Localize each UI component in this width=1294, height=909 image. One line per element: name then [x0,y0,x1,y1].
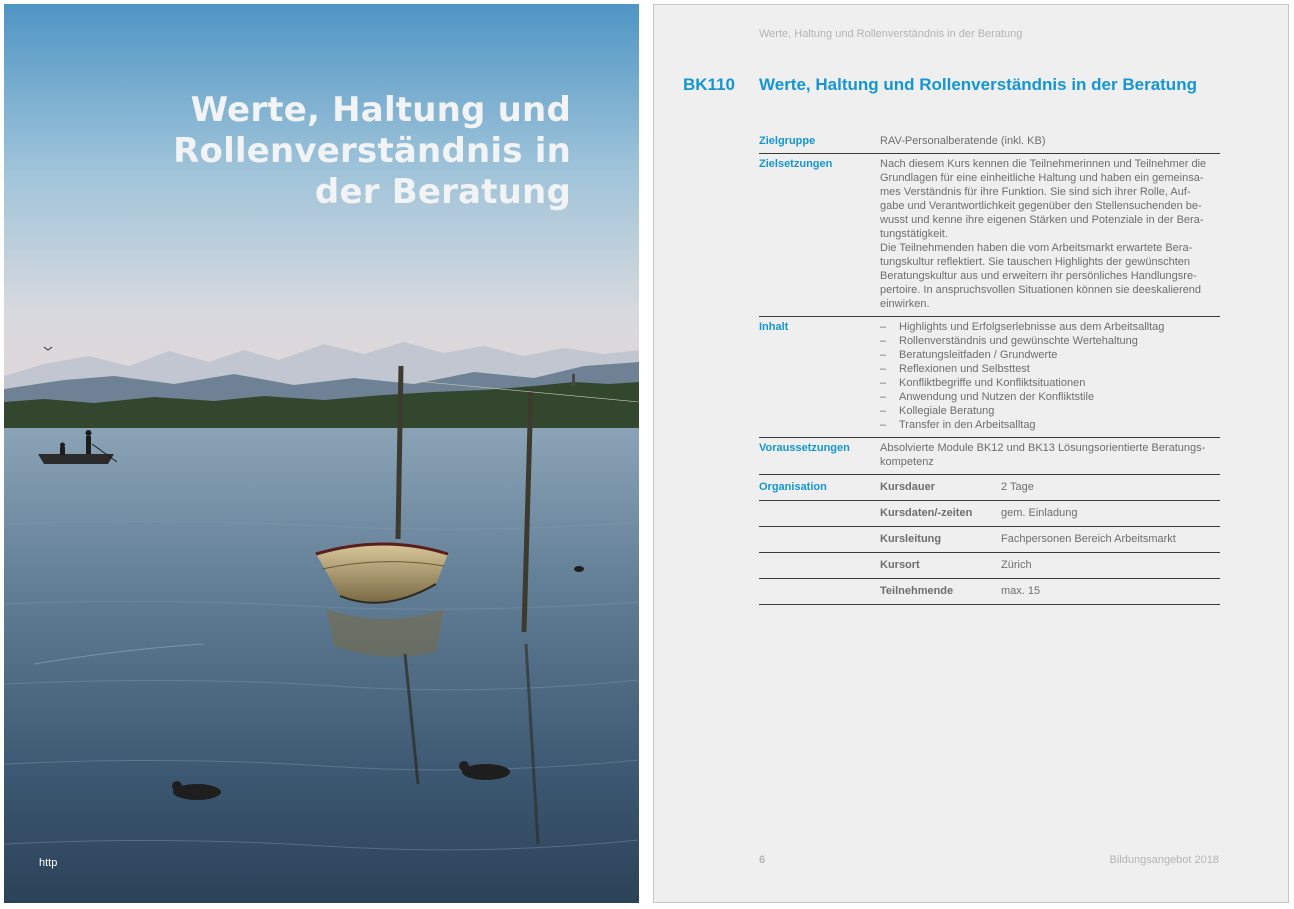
dash-bullet: – [880,377,887,389]
duck [574,566,584,572]
dash-bullet: – [880,405,887,417]
dash-bullet: – [880,335,887,347]
org-value: gem. Einladung [1001,507,1078,519]
text-line: Grundlagen für eine einheitliche Haltung und haben ein gemeinsa- [880,172,1204,184]
value-inhalt [880,320,1220,432]
content-page [653,4,1289,903]
page-footer: Bildungsangebot 2018 [1109,854,1219,866]
list-item [880,334,1220,348]
label-inhalt: Inhalt [759,321,789,333]
list-item [880,362,1220,376]
dash-bullet: – [880,321,887,333]
cover-title-line: Rollenverständnis in [173,131,571,171]
row-zielgruppe [759,131,1220,154]
list-item-text: Highlights und Erfolgserlebnisse aus dem Arbeitsalltag [899,321,1165,333]
text-line: gabe und Verantwortlichkeit gegenüber den Stellensuchenden be- [880,200,1202,212]
list-item [880,390,1220,404]
row-teilnehmende [759,579,1220,605]
list-item [880,320,1220,334]
list-item-text: Konfliktbegriffe und Konfliktsituationen [899,377,1086,389]
page-number: 6 [759,854,766,866]
dash-bullet: – [880,349,887,361]
org-key: Kursort [880,559,920,571]
list-item-text: Anwendung und Nutzen der Konfliktstile [899,391,1095,403]
text-line: tungskultur reflektiert. Sie tauschen Highlights der gewünschten [880,256,1191,268]
org-key: Kursdaten/-zeiten [880,507,973,519]
row-kursleitung [759,527,1220,553]
course-info-table [759,131,1220,605]
label-zielgruppe: Zielgruppe [759,135,816,147]
cover-title [91,90,571,213]
text-line: Nach diesem Kurs kennen die Teilnehmerinnen und Teilnehmer die [880,158,1207,170]
text-line: pertoire. In anspruchsvollen Situationen können sie deeskalierend [880,284,1202,296]
label-zielsetzungen: Zielsetzungen [759,158,833,170]
row-inhalt [759,317,1220,438]
dash-bullet: – [880,363,887,375]
text-line: kompetenz [880,456,934,468]
org-key: Teilnehmende [880,585,954,597]
list-item-text: Reflexionen und Selbsttest [899,363,1030,375]
row-voraussetzungen [759,438,1220,475]
course-title: Werte, Haltung und Rollenverständnis in der Beratung [759,75,1197,94]
label-organisation: Organisation [759,481,827,493]
list-item-text: Beratungsleitfaden / Grundwerte [899,349,1058,361]
text-line: Beratungskultur aus und erweitern ihr persönliches Handlungsre- [880,270,1197,282]
duck [462,764,510,780]
list-item-text: Rollenverständnis und gewünschte Wertehaltung [899,335,1138,347]
org-value: 2 Tage [1001,481,1034,493]
text-line: Absolvierte Module BK12 und BK13 Lösungsorientierte Beratungs- [880,442,1206,454]
row-kursdauer [759,475,1220,501]
dash-bullet: – [880,419,887,431]
running-head: Werte, Haltung und Rollenverständnis in der Beratung [759,28,1023,40]
list-item-text: Transfer in den Arbeitsalltag [899,419,1036,431]
list-item [880,348,1220,362]
course-code: BK110 [683,75,735,94]
church-tower [572,374,575,386]
value-zielsetzungen [880,157,1220,311]
org-key: Kursdauer [880,481,936,493]
cover-title-line: der Beratung [314,172,571,212]
text-line: mes Verständnis für ihre Funktion. Sie sind sich ihrer Rolle, Auf- [880,186,1191,198]
list-item-text: Kollegiale Beratung [899,405,995,417]
mooring-pole [398,366,401,539]
value-voraussetzungen [880,441,1220,469]
text-line: Die Teilnehmenden haben die vom Arbeitsmarkt erwartete Bera- [880,242,1193,254]
org-key: Kursleitung [880,533,942,545]
label-voraussetzungen: Voraussetzungen [759,442,850,454]
org-value: Fachpersonen Bereich Arbeitsmarkt [1001,533,1176,545]
cover-page [4,4,639,903]
row-kursort [759,553,1220,579]
list-item [880,418,1220,432]
cover-title-line: Werte, Haltung und [190,90,571,130]
text-line: tungstätigkeit. [880,228,948,240]
list-item [880,376,1220,390]
text-line: wusst und kenne ihre eigenen Stärken und Potenziale in der Bera- [880,214,1204,226]
text-line: einwirken. [880,298,930,310]
org-value: Zürich [1001,559,1032,571]
cover-footer-text: http [39,857,58,869]
dash-bullet: – [880,391,887,403]
row-zielsetzungen [759,154,1220,317]
org-value: max. 15 [1001,585,1041,597]
value-zielgruppe: RAV-Personalberatende (inkl. KB) [880,135,1046,147]
list-item [880,404,1220,418]
row-kursdaten [759,501,1220,527]
